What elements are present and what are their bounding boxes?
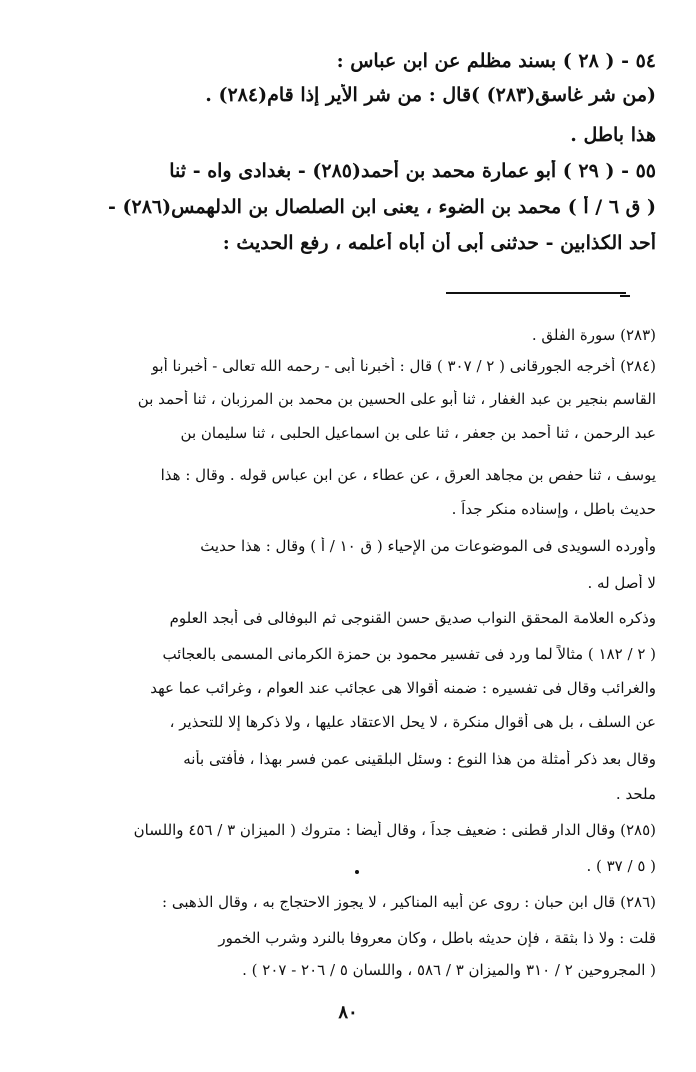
footnote-line-4: عبد الرحمن ، ثنا أحمد بن جعفر ، ثنا على بن اسماعيل الحلبى ، ثنا سليمان بن bbox=[180, 424, 656, 442]
footnote-line-18: قلت : ولا ذا بثقة ، فإن حديثه باطل ، وكان معروفا بالنرد وشرب الخمور bbox=[218, 929, 656, 947]
footnote-separator bbox=[446, 292, 626, 294]
footnote-line-6: حديث باطل ، وإسناده منكر جداً . bbox=[451, 500, 656, 518]
footnote-separator-tail bbox=[620, 295, 630, 297]
main-line-5: ( ق ٦ / أ ) محمد بن الضوء ، يعنى ابن الصلصال بن الدلهمس(٢٨٦) - bbox=[108, 196, 656, 218]
footnote-line-7: وأورده السويدى فى الموضوعات من الإحياء ( ق ١٠ / أ ) وقال : هذا حديث bbox=[200, 537, 656, 555]
footnote-line-3: القاسم بنجير بن عبد الغفار ، ثنا أبو على الحسين بن محمد بن المرزبان ، ثنا أحمد بن bbox=[137, 390, 656, 408]
main-line-2: (من شر غاسق(٢٨٣) )قال : من شر الأير إذا قام(٢٨٤) . bbox=[205, 84, 656, 106]
footnote-line-15: (٢٨٥) وقال الدار قطنى : ضعيف جداً ، وقال أيضا : متروك ( الميزان ٣ / ٤٥٦ واللسان bbox=[133, 821, 656, 839]
main-line-4: ٥٥ - ( ٢٩ ) أبو عمارة محمد بن أحمد(٢٨٥) - بغدادى واه - ثنا bbox=[169, 160, 656, 182]
footnote-line-8: لا أصل له . bbox=[587, 574, 656, 592]
footnote-line-19: ( المجروحين ٢ / ٣١٠ والميزان ٣ / ٥٨٦ ، واللسان ٥ / ٢٠٦ - ٢٠٧ ) . bbox=[242, 961, 656, 979]
footnote-line-1: (٢٨٣) سورة الفلق . bbox=[531, 326, 656, 344]
footnote-line-16: ( ٥ / ٣٧ ) . bbox=[586, 857, 656, 875]
stray-mark bbox=[355, 870, 359, 874]
main-line-3: هذا باطل . bbox=[570, 124, 656, 146]
footnote-line-2: (٢٨٤) أخرجه الجورقانى ( ٢ / ٣٠٧ ) قال : أخبرنا أبى - رحمه الله تعالى - أخبرنا أبو bbox=[151, 357, 656, 375]
footnote-line-17: (٢٨٦) قال ابن حبان : روى عن أبيه المناكير ، لا يجوز الاحتجاج به ، وقال الذهبى : bbox=[162, 893, 656, 911]
footnote-line-9: وذكره العلامة المحقق النواب صديق حسن القنوجى ثم البوفالى فى أبجد العلوم bbox=[169, 609, 656, 627]
main-line-1: ٥٤ - ( ٢٨ ) بسند مظلم عن ابن عباس : bbox=[336, 50, 656, 72]
footnote-line-11: والغرائب وقال فى تفسيره : ضمنه أقوالا هى عجائب عند العوام ، وغرائب عما عهد bbox=[150, 679, 656, 697]
footnote-line-14: ملحد . bbox=[615, 785, 656, 803]
footnote-line-12: عن السلف ، بل هى أقوال منكرة ، لا يحل الاعتقاد عليها ، ولا ذكرها إلا للتحذير ، bbox=[169, 713, 656, 731]
main-line-6: أحد الكذابين - حدثنى أبى أن أباه أعلمه ، رفع الحديث : bbox=[222, 232, 656, 254]
page-number: ٨٠ bbox=[338, 1002, 358, 1023]
footnote-line-13: وقال بعد ذكر أمثلة من هذا النوع : وسئل البلقينى عمن فسر بهذا ، فأفتى بأنه bbox=[183, 750, 656, 768]
footnote-line-5: يوسف ، ثنا حفص بن مجاهد العرق ، عن عطاء ، عن ابن عباس قوله . وقال : هذا bbox=[160, 466, 656, 484]
footnote-line-10: ( ٢ / ١٨٢ ) مثالاً لما ورد فى تفسير محمود بن حمزة الكرمانى المسمى بالعجائب bbox=[162, 645, 656, 663]
